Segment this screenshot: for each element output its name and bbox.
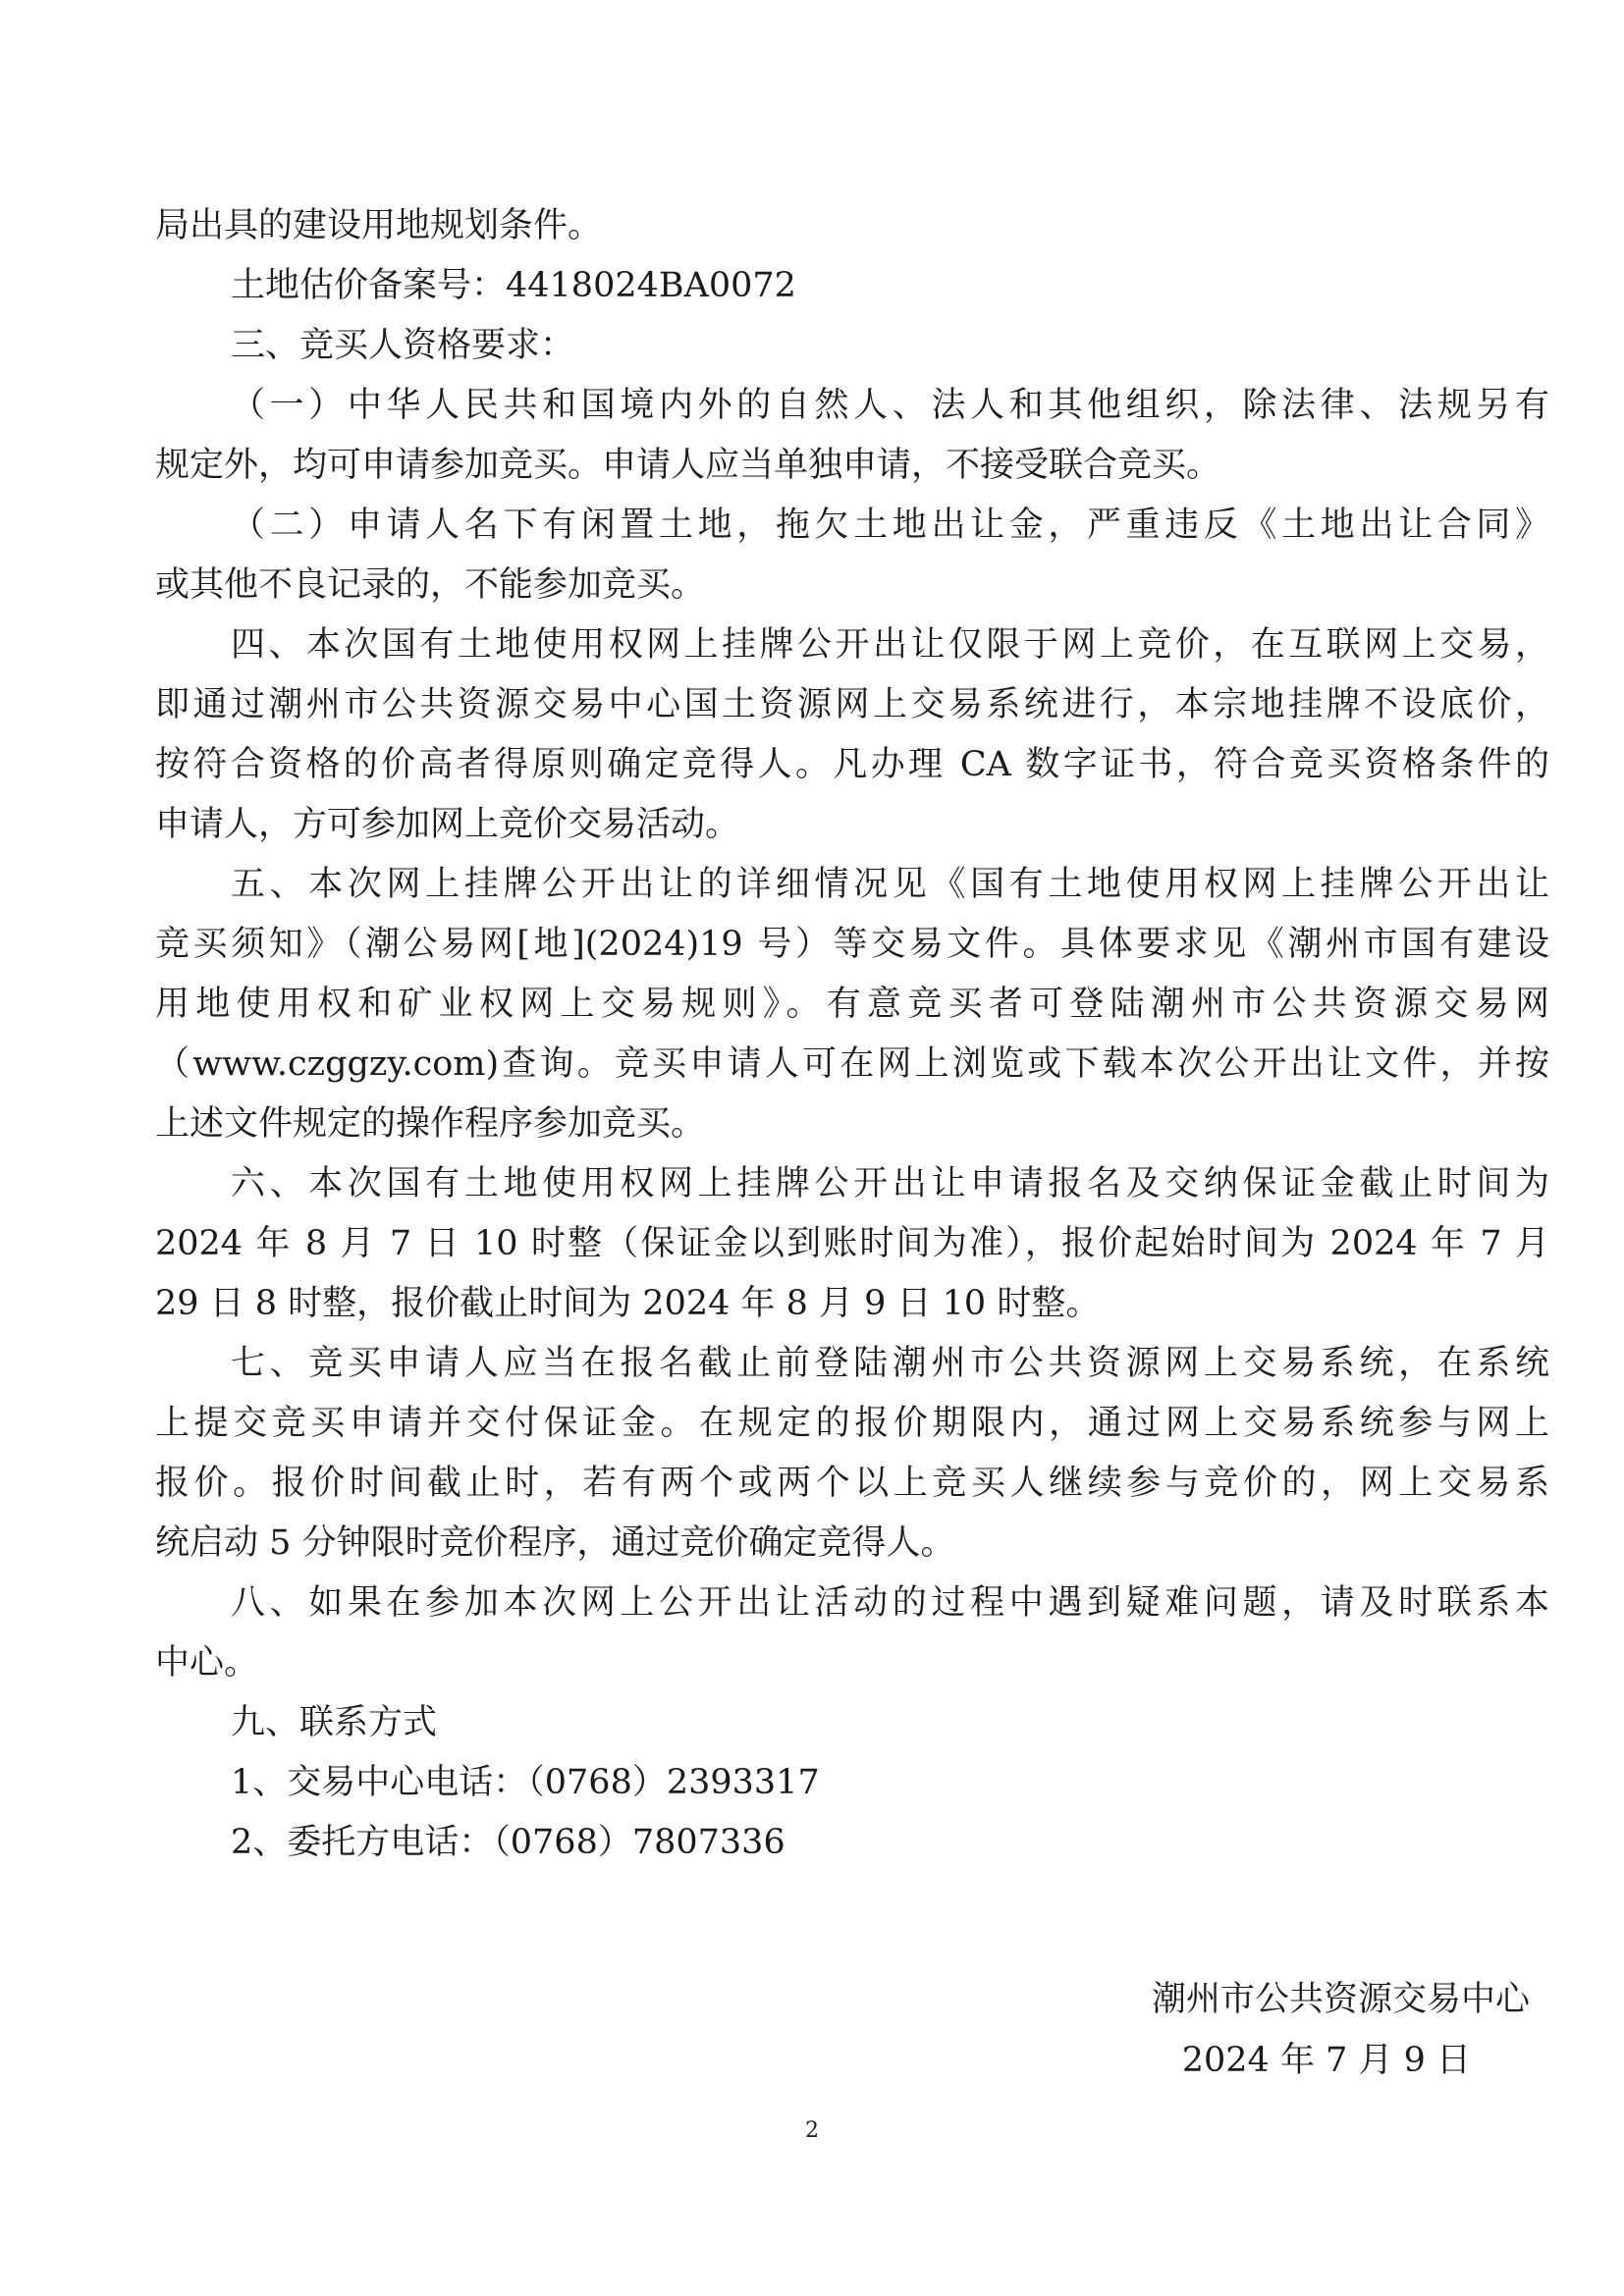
issuing-organization: 潮州市公共资源交易中心 <box>1151 1980 1530 2019</box>
text-line: 六、本次国有土地使用权网上挂牌公开出让申请报名及交纳保证金截止时间为 <box>231 1164 1549 1203</box>
text-line: 29 日 8 时整，报价截止时间为 2024 年 8 月 9 日 10 时整。 <box>155 1284 1101 1323</box>
text-line: 七、竞买申请人应当在报名截止前登陆潮州市公共资源网上交易系统，在系统 <box>231 1344 1549 1383</box>
text-line: 按符合资格的价高者得原则确定竞得人。凡办理 CA 数字证书，符合竞买资格条件的 <box>155 745 1549 784</box>
text-line: 竞买须知》（潮公易网[地](2024)19 号）等交易文件。具体要求见《潮州市国有建设 <box>155 925 1549 964</box>
text-line: 2024 年 8 月 7 日 10 时整（保证金以到账时间为准），报价起始时间为 2024 年 7 月 <box>155 1224 1549 1263</box>
text-line: 局出具的建设用地规划条件。 <box>155 206 603 245</box>
text-line: 规定外，均可申请参加竞买。申请人应当单独申请，不接受联合竞买。 <box>155 446 1221 485</box>
document-body <box>155 196 1549 1873</box>
text-line: 五、本次网上挂牌公开出让的详细情况见《国有土地使用权网上挂牌公开出让 <box>231 865 1549 904</box>
text-line: 上提交竞买申请并交付保证金。在规定的报价期限内，通过网上交易系统参与网上 <box>155 1404 1549 1443</box>
text-line: 土地估价备案号：4418024BA0072 <box>231 266 796 305</box>
text-line: （一）中华人民共和国境内外的自然人、法人和其他组织，除法律、法规另有 <box>231 386 1549 425</box>
text-line: 或其他不良记录的，不能参加竞买。 <box>155 565 706 605</box>
text-line: 八、如果在参加本次网上公开出让活动的过程中遇到疑难问题，请及时联系本 <box>231 1583 1549 1623</box>
text-line: 九、联系方式 <box>231 1703 438 1742</box>
text-line: （www.czggzy.com)查询。竞买申请人可在网上浏览或下载本次公开出让文件，并按 <box>155 1044 1549 1084</box>
text-line: 报价。报价时间截止时，若有两个或两个以上竞买人继续参与竞价的，网上交易系 <box>155 1464 1549 1503</box>
text-line: 三、竞买人资格要求： <box>231 326 575 365</box>
text-line: 四、本次国有土地使用权网上挂牌公开出让仅限于网上竞价，在互联网上交易， <box>231 625 1549 665</box>
text-line: 用地使用权和矿业权网上交易规则》。有意竞买者可登陆潮州市公共资源交易网 <box>155 985 1549 1024</box>
text-line: 1、交易中心电话：（0768）2393317 <box>231 1763 820 1802</box>
text-line: 统启动 5 分钟限时竞价程序，通过竞价确定竞得人。 <box>155 1523 955 1563</box>
issue-date: 2024 年 7 月 9 日 <box>1181 2041 1471 2080</box>
text-line: 2、委托方电话：（0768）7807336 <box>231 1823 785 1862</box>
text-line: （二）申请人名下有闲置土地，拖欠土地出让金，严重违反《土地出让合同》 <box>231 506 1549 545</box>
signature-block <box>941 1969 1530 2091</box>
text-line: 即通过潮州市公共资源交易中心国土资源网上交易系统进行，本宗地挂牌不设底价， <box>155 685 1549 724</box>
text-line: 上述文件规定的操作程序参加竞买。 <box>155 1104 706 1144</box>
page-number: 2 <box>805 2118 819 2143</box>
text-line: 中心。 <box>155 1643 259 1682</box>
text-line: 申请人，方可参加网上竞价交易活动。 <box>155 805 740 844</box>
